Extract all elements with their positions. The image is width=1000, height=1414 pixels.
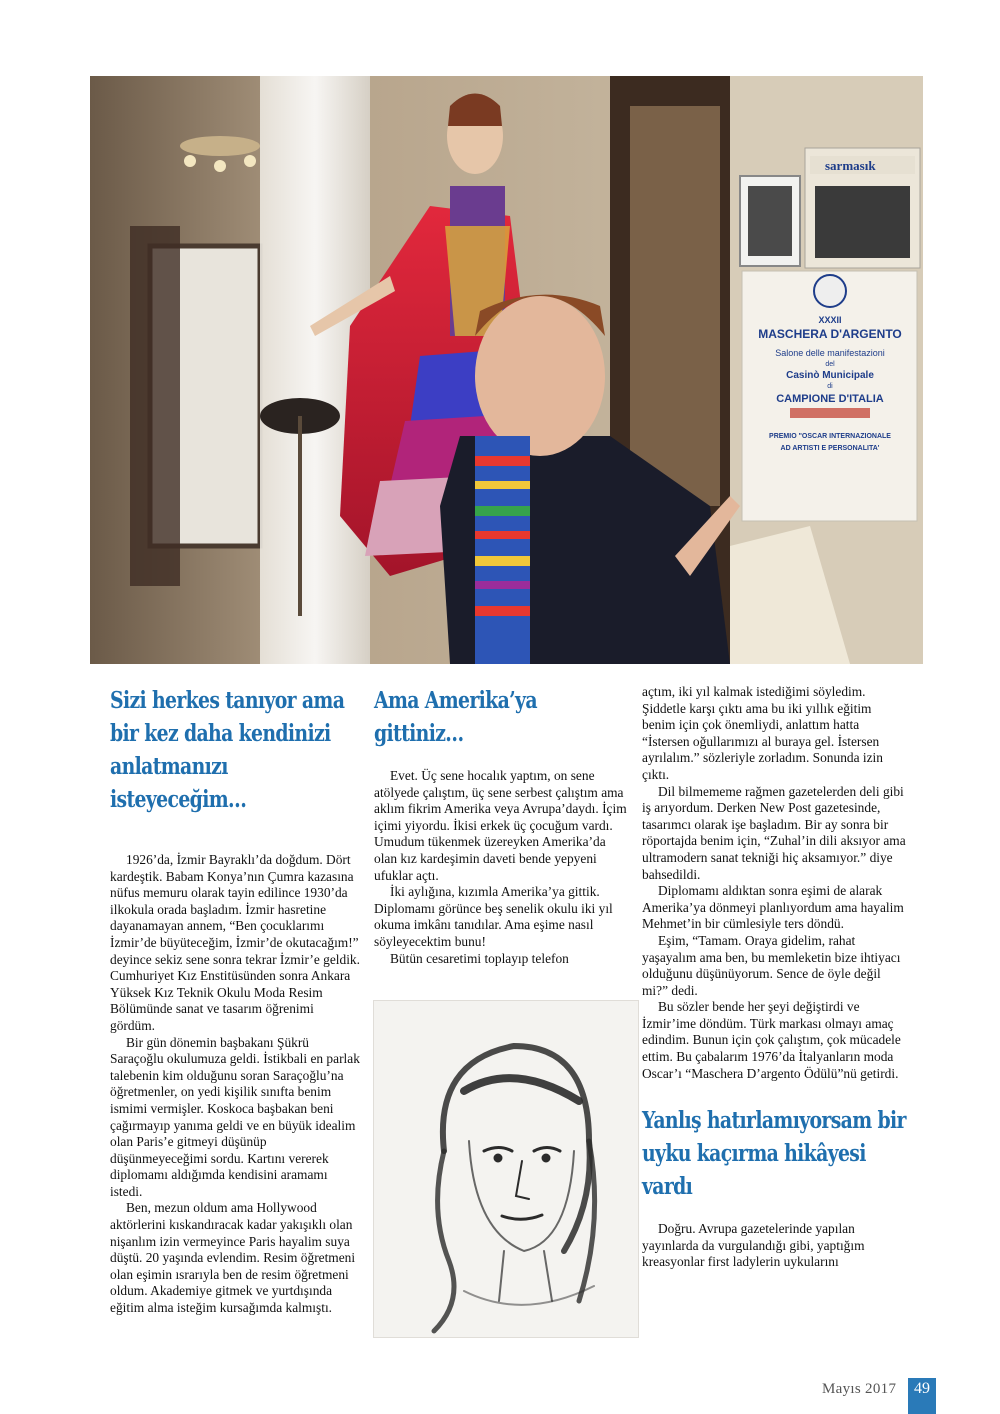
paragraph: 1926’da, İzmir Bayraklı’da doğdum. Dört kardeştik. Babam Konya’nın Çumra kazasına nüfus memuru olarak tayin edilince 1930’da ilkokula orada başladım. İzmir hasretine dayanamayan annem, “Ben çocuklarımı İzmir’de büyüteceğim, İzmir’de okutacağım!” deyince sekiz sene sonra tekrar İzmir’e geldik. Cumhuriyet Kız Enstitüsünden sonra Ankara Yüksek Kız Teknik Okulu Moda Resim Bölümünde sanat ve tasarım öğrenimi gördüm. (110, 852, 360, 1033)
section-heading-4: Yanlış hatırlamıyorsam bir uyku kaçırma hikâyesi vardı (642, 1107, 906, 1201)
poster-line-8: PREMIO "OSCAR INTERNAZIONALE (769, 433, 891, 440)
column-3 (642, 684, 907, 1271)
section-body-2 (374, 768, 630, 967)
column-2 (374, 684, 630, 967)
section-heading-1: Sizi herkes tanıyor ama bir kez daha kendinizi anlatmanızı isteyeceğim… (110, 687, 345, 813)
poster-line-5: Casinò Municipale (786, 370, 874, 381)
poster-header: sarmasık (825, 158, 876, 173)
paragraph: açtım, iki yıl kalmak istediğimi söyledim. Şiddetle karşı çıktı ama bu iki yıllık eğitim benim için çok önemliydi, anlattım hatta “İstersen oğullarımızı al buraya gel. İstersen ayrılalım.” sözleriyle zorladım. Sonunda izin çıktı. (642, 684, 883, 782)
paragraph: Ben, mezun oldum ama Hollywood aktörlerini kıskandıracak kadar yakışıklı olan nişanlım izin vermeyince Paris hayalim suya düştü. 20 yaşında evlendim. Resim öğretmeni olan eşimin ısrarıyla ben de resim öğretmeni oldum. Akademiye gitmek ve yurtdışında eğitim alma isteğim kursağımda kalmıştı. (110, 1200, 356, 1316)
paragraph: Dil bilmememe rağmen gazetelerden deli gibi iş arıyordum. Derken New Post gazetesinde, tasarımcı olarak işe başladım. Bir ay sonra bir röportajda benim için, “Zuhal’in dili aksıyor ama ultramodern sanat tekniği hiç aksamıyor.” diye bahsedildi. (642, 783, 906, 882)
poster-line-6: di (827, 383, 833, 390)
poster-line-7: CAMPIONE D'ITALIA (776, 393, 884, 405)
paragraph: Bu sözler bende her şeyi değiştirdi ve İzmir’ime döndüm. Türk markası olmayı amaç edindim. Bunun için çok çalıştım, çok mücadele ettim. Bu çabalarım 1976’da İtalyanların moda Oscar’ı “Maschera D’argento Ödülü”nü getirdi. (642, 999, 901, 1081)
paragraph: Bütün cesaretimi toplayıp telefon (390, 950, 569, 966)
portrait-sketch (373, 1000, 639, 1338)
poster-line-4: del (825, 361, 835, 368)
paragraph: Doğru. Avrupa gazetelerinde yapılan yayınlarda da vurgulandığı gibi, yaptığım kreasyonlar first ladylerin uykularını (642, 1221, 865, 1270)
poster-line-3: Salone delle manifestazioni (775, 348, 885, 358)
column-1 (110, 684, 360, 1317)
main-photo (90, 76, 923, 664)
poster-line-9: AD ARTISTI E PERSONALITA' (780, 445, 880, 452)
section-body-1 (110, 852, 360, 1317)
paragraph: Diplomamı aldıktan sonra eşimi de alarak Amerika’ya dönmeyi planlıyordum ama hayalim Mehmet’in bir cümlesiyle ters döndü. (642, 883, 904, 932)
issue-date: Mayıs 2017 (822, 1381, 897, 1397)
paragraph: İki aylığına, kızımla Amerika’ya gittik. Diplomamı görünce beş senelik okulu iki yıl okuma imkânı tanıdılar. Ama eşime nasıl söyleyecektim bunu! (374, 884, 613, 949)
section-body-4 (642, 1221, 907, 1271)
section-heading-2: Ama Amerika’ya gittiniz… (374, 687, 537, 747)
page-number: 49 (908, 1378, 936, 1414)
section-body-3 (642, 684, 907, 1082)
paragraph: Evet. Üç sene hocalık yaptım, on sene atölyede çalıştım, üç sene serbest çalıştım ama aklım fikrim Amerika veya Avrupa’daydı. İçim içimi yiyordu. İkisi erkek üç çocuğum vardı. Umudum tükenmek üzereyken Amerika’da olan kız kardeşimin daveti bende yepyeni ufuklar açtı. (374, 768, 627, 883)
poster-line-2: MASCHERA D'ARGENTO (758, 327, 902, 341)
paragraph: Bir gün dönemin başbakanı Şükrü Saraçoğlu okulumuza geldi. İstikbali en parlak talebenin kim olduğunu soran Saraçoğlu’na öğretmenler, on yedi kişilik sınıfta benim ismimi vermişler. Koskoca başbakan beni çağırmayıp yanıma geldi ve en büyük idealim olan Paris’e gitmeyi düşünüp düşünmeyeceğimi sordu. Kartını vererek diplomamı aldığımda kendisini aramamı istedi. (110, 1034, 360, 1199)
poster-line-1: XXXII (818, 315, 842, 325)
paragraph: Eşim, “Tamam. Oraya gidelim, rahat yaşayalım ama ben, bu memleketin bize ihtiyacı olduğunu düşünüyorum. Sence de öyle değil mi?” dedi. (642, 932, 901, 998)
